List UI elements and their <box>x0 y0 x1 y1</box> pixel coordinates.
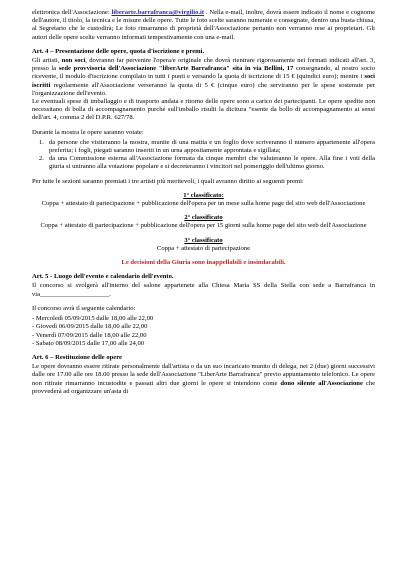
art4-paragraph-2: Le eventuali spese di imballaggio e di trasporto andata e ritorno delle opere sono a carico dei partecipanti. Le opere spedite non necessitano di bolla di accompagnamento purché sull'imballo risulti la dicitura "esente da bollo di accompagnamento ai sensi dell'art. 4, comma 2 del D.P.R. 627/78. <box>32 98 375 122</box>
prize-3-text: Coppa + attestato di partecipazione <box>156 244 251 252</box>
art4-paragraph-1: Gli artisti, non soci, dovranno far pervenire l'opera/e originale che dovrà rientrare rigorosamente nei formati indicati all'art. 3, presso la sede provvisoria dell'Associazione "liberArte Barrafranca" sita in via Bellini, 17 consegnando, al nostro socio ricevente, il modulo d'iscrizione compilato in tutti i punti e versando la quota di iscrizione di 15 € (quindici euro); mentre i soci iscritti regolarmente all'Associazione verseranno la quota di 5 € (cinque euro) che serviranno per le spese sostenute per l'organizzazione dell'evento. <box>32 57 376 97</box>
art4-vote-intro: Durante la mostra le opere saranno votate: <box>32 128 144 136</box>
list-item: 2. da una Commissione esterna all'Associazione formata da cinque membri che valuteranno le opere. Alla fine i voti della giuria si uniranno alla votazione popolare e si decreteranno i vincitori nel pomeriggio dell'ultimo giorno. <box>39 155 375 171</box>
art5-calendar-intro: Il concorso avrà il seguente calendario: <box>32 304 136 312</box>
art4-heading: Art. 4 – Presentazione delle opere, quota d'iscrizione e premi. <box>32 47 205 55</box>
prize-2-text: Coppa + attestato di partecipazione + pubblicazione dell'opera per 15 giorni sulla home page del sito web dell'Associazione <box>40 222 367 230</box>
calendar-row: - Mercoledì 05/09/2015 dalle 18,00 alle 22,00 <box>32 315 154 323</box>
vote-list <box>32 139 375 172</box>
art6-heading: Art. 6 – Restituzione delle opere <box>32 353 122 361</box>
event-calendar <box>32 315 375 348</box>
calendar-row: - Sabato 08/09/2015 dalle 17,00 alle 24,00 <box>32 339 145 347</box>
art5-heading: Art. 5 - Luogo dell'evento e calendario dell'evento. <box>32 273 174 281</box>
art5-paragraph-1: Il concorso si svolgerà all'interno del salone appartenete alla Chiesa Maria SS della Stella con sede a Barrafranca in via_____________________. <box>32 282 375 298</box>
art4-prizes-intro: Per tutte le sezioni saranno premiati i tre artisti più meritevoli, i quali avranno diritto ai seguenti premi: <box>32 177 304 185</box>
prize-1-title: 1° classificato: <box>183 191 224 199</box>
intro-paragraph: elettronica dell'Associazione: liberarte.barrafranca@virgilio.it . Nella e-mail, inoltre, dovrà essere indicato il nome e cognome dell'autore, il titolo, la tecnica e le misure delle opere. Tutte le foto scelte saranno numerate e consegnate, dentro una busta chiusa, al Segretario che le custodirà; Le foto rimarranno di proprietà dell'Associazione pertanto non verranno rese ai proprietari. Gli autori delle opere scelte verranno informati tempestivamente con una e-mail. <box>32 9 376 41</box>
association-email-link[interactable]: liberarte.barrafranca@virgilio.it <box>111 9 205 16</box>
calendar-row: - Venerdì 07/09/2015 dalle 18,00 alle 22,00 <box>32 331 147 339</box>
prize-2-title: 2° classificato <box>184 214 223 222</box>
prize-3-title: 3° classificato <box>184 236 223 244</box>
list-item: 1. da persone che visiteranno la mostra, munite di una matita e un foglio dove scriveranno il numero appartenente all'opera preferita; i fogli, piegati saranno inseriti in un urna appositamente approntata e sigillata; <box>39 138 375 155</box>
calendar-row: - Giovedì 06/09/2015 dalle 18,00 alle 22,00 <box>32 323 148 331</box>
prize-1-text: Coppa + attestato di partecipazione + pubblicazione dell'opera per un mese sulla home page del sito web dell'Associazione <box>41 200 366 208</box>
jury-note: Le decisioni della Giuria sono inappellabili e insindacabili. <box>121 259 286 267</box>
art6-paragraph-1: Le opere dovranno essere ritirate personalmente dall'artista o da un suo incaricato munito di delega, nei 2 (due) giorni successivi dalle ore 17.00 alle ore 18.00 presso la sede dell'Associazione "LiberArte Barrafranca" previo appuntamento telefonico. Le opere non ritirate rimarranno incustodite e passati altri due giorni le opere si intendono come dono silente all'Associazione che provvederà ad organizzare un'asta di <box>32 363 376 395</box>
